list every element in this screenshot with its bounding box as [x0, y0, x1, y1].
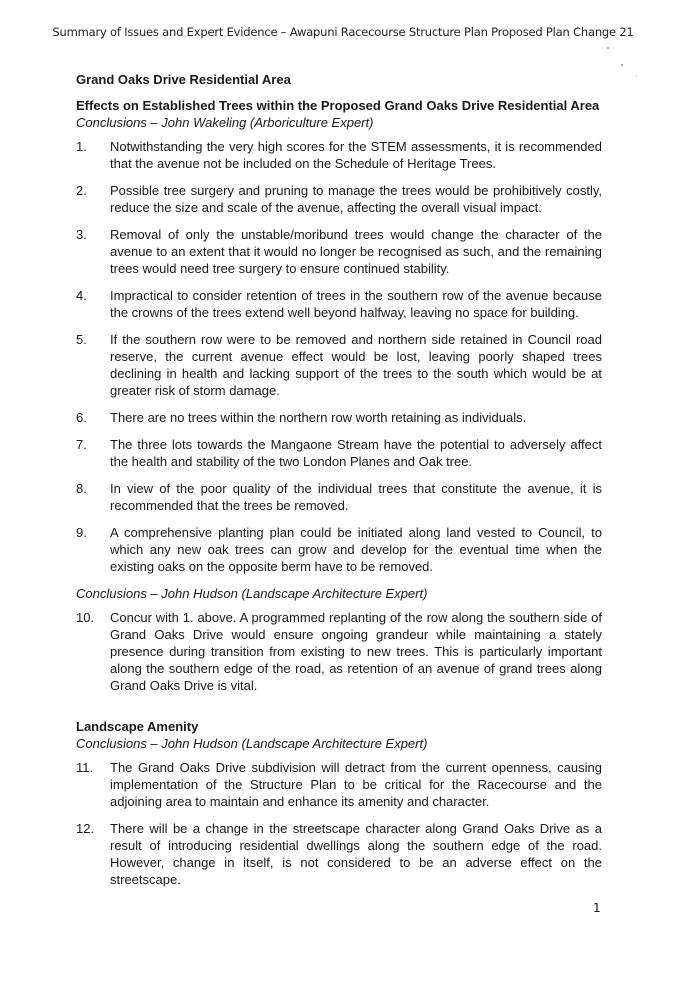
section-title: Landscape Amenity — [76, 719, 199, 734]
section-subtitle: Effects on Established Trees within the Proposed Grand Oaks Drive Residential Area — [76, 98, 600, 113]
list-item — [76, 287, 602, 321]
item-number: 3. — [76, 227, 87, 242]
item-text: The Grand Oaks Drive subdivision will detract from the current openness, causing implementation of the Structure Plan to be critical for the Racecourse and the adjoining area to maintain and enhance its amenity and character. — [110, 760, 602, 809]
item-number: 9. — [76, 525, 87, 540]
page-number: 1 — [593, 901, 601, 915]
conclusions-heading: Conclusions – John Hudson (Landscape Architecture Expert) — [76, 586, 428, 601]
item-number: 11. — [76, 760, 94, 775]
item-text: Notwithstanding the very high scores for the STEM assessments, it is recommended that the avenue not be included on the Schedule of Heritage Trees. — [110, 139, 602, 171]
item-text: There will be a change in the streetscape character along Grand Oaks Drive as a result of introducing residential dwellings along the southern edge of the road. However, change in itself, is not considered to be an adverse effect on the streetscape. — [110, 821, 602, 887]
list-item — [76, 436, 602, 470]
item-number: 2. — [76, 183, 87, 198]
item-number: 10. — [76, 610, 95, 625]
list-item — [76, 480, 602, 514]
item-text: In view of the poor quality of the individual trees that constitute the avenue, it is recommended that the trees be removed. — [110, 481, 602, 513]
list-item — [76, 138, 602, 172]
item-number: 6. — [76, 410, 87, 425]
list-item — [76, 182, 602, 216]
item-number: 8. — [76, 481, 87, 496]
numbered-list — [76, 138, 602, 575]
list-item — [76, 820, 602, 888]
item-number: 5. — [76, 332, 87, 347]
document-body — [76, 71, 602, 898]
list-item — [76, 524, 602, 575]
item-text: If the southern row were to be removed and northern side retained in Council road reserve, the current avenue effect would be lost, leaving poorly shaped trees declining in health and lacking support of the trees to the south which would be at greater risk of storm damage. — [110, 332, 602, 398]
list-item — [76, 609, 602, 694]
conclusions-heading: Conclusions – John Wakeling (Arboriculture Expert) — [76, 115, 374, 130]
list-item — [76, 331, 602, 399]
item-text: Possible tree surgery and pruning to manage the trees would be prohibitively costly, reduce the size and scale of the avenue, affecting the overall visual impact. — [110, 183, 602, 215]
conclusions-heading: Conclusions – John Hudson (Landscape Architecture Expert) — [76, 736, 428, 751]
scan-speck — [621, 64, 623, 66]
list-item — [76, 226, 602, 277]
scan-speck — [607, 47, 609, 49]
item-text: Impractical to consider retention of trees in the southern row of the avenue because the crowns of the trees extend well beyond halfway, leaving no space for building. — [110, 288, 602, 320]
item-text: Removal of only the unstable/moribund trees would change the character of the avenue to an extent that it would no longer be recognised as such, and the remaining trees would need tree surgery to ensure continued stability. — [110, 227, 602, 276]
item-text: Concur with 1. above. A programmed replanting of the row along the southern side of Grand Oaks Drive would ensure ongoing grandeur while maintaining a stately presence during transition from existing to new trees. This is particularly important along the southern edge of the road, as retention of an avenue of grand trees along Grand Oaks Drive is vital. — [110, 610, 602, 693]
item-text: The three lots towards the Mangaone Stream have the potential to adversely affect the health and stability of the two London Planes and Oak tree. — [110, 437, 602, 469]
item-number: 4. — [76, 288, 87, 303]
section-title: Grand Oaks Drive Residential Area — [76, 72, 291, 87]
item-number: 7. — [76, 437, 87, 452]
scan-speck — [636, 76, 637, 77]
item-text: There are no trees within the northern row worth retaining as individuals. — [110, 410, 527, 425]
list-item — [76, 759, 602, 810]
item-number: 12. — [76, 821, 95, 836]
list-item — [76, 409, 602, 426]
item-number: 1. — [76, 139, 87, 154]
running-header: Summary of Issues and Expert Evidence – Awapuni Racecourse Structure Plan Proposed Plan Change 21 — [52, 25, 634, 39]
item-text: A comprehensive planting plan could be initiated along land vested to Council, to which any new oak trees can grow and develop for the eventual time when the existing oaks on the opposite berm have to be removed. — [110, 525, 602, 574]
